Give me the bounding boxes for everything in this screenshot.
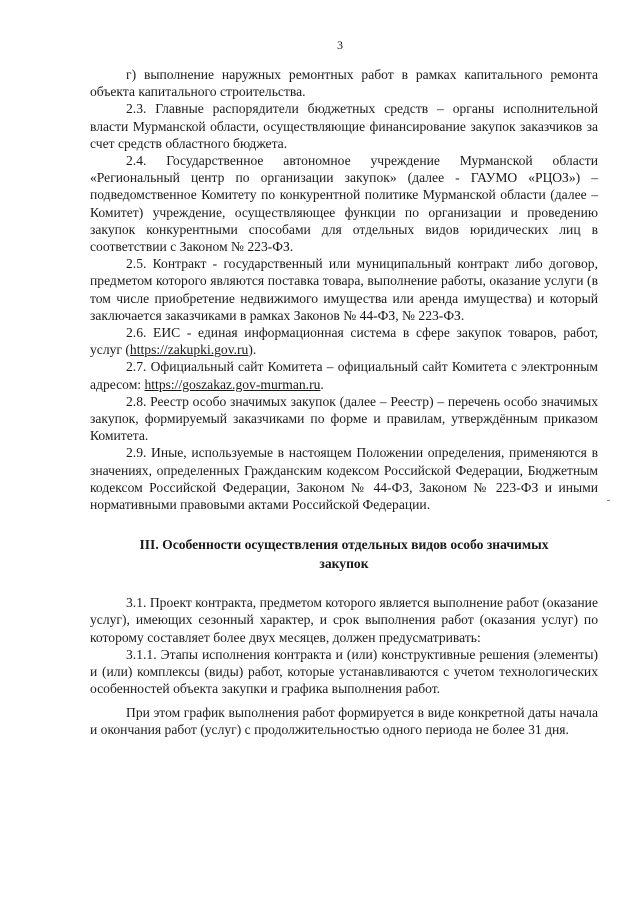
paragraph-2-9: 2.9. Иные, используемые в настоящем Положении определения, применяются в значениях, определенных Гражданским кодексом Российской Федерации, Бюджетным кодексом Российской Федерации, Законом № 44-ФЗ, Законом № 223-ФЗ и иными нормативными правовыми актами Российской Федерации. [90, 445, 598, 513]
paragraph-2-3: 2.3. Главные распорядители бюджетных средств – органы исполнительной власти Мурманской области, осуществляющие финансирование закупок заказчиков за счет средств областного бюджета. [90, 101, 598, 151]
paragraph-2-4: 2.4. Государственное автономное учреждение Мурманской области «Региональный центр по организации закупок» (далее - ГАУМО «РЦОЗ») – подведомственное Комитету по конкурентной политике Мурманской области (далее – Комитет) учреждение, осуществляющее функции по организации и проведению закупок конкурентными способами для отдельных видов юридических лиц в соответствии с Законом № 223-ФЗ. [90, 153, 598, 255]
paragraph-3-1: 3.1. Проект контракта, предметом которого является выполнение работ (оказание услуг), имеющих сезонный характер, и срок выполнения работ (оказания услуг) по которому составляет более двух месяцев, должен предусматривать: [90, 595, 598, 645]
paragraph-item-g: г) выполнение наружных ремонтных работ в рамках капитального ремонта объекта капитального строительства. [90, 67, 598, 100]
page-number: 3 [337, 38, 343, 52]
paragraph-2-7-end: . [320, 376, 324, 392]
section-3-heading [90, 535, 598, 573]
section-3-heading-line2: закупок [319, 556, 369, 572]
document-body [90, 66, 598, 738]
paragraph-3-1-1: 3.1.1. Этапы исполнения контракта и (или) конструктивные решения (элементы) и (или) комплексы (виды) работ, которые устанавливаются с учетом технологических особенностей объекта закупки и графика выполнения работ. [90, 646, 598, 697]
paragraph-2-6-text: 2.6. ЕИС - единая информационная система в сфере закупок товаров, работ, услуг ( [90, 325, 598, 358]
zakupki-link[interactable]: https://zakupki.gov.ru [129, 342, 249, 358]
paragraph-2-7-text: 2.7. Официальный сайт Комитета – официальный сайт Комитета с электронным адресом: [90, 359, 598, 392]
section-3-heading-line1: III. Особенности осуществления отдельных видов особо значимых [139, 537, 549, 553]
scan-speck [607, 500, 610, 501]
paragraph-schedule: При этом график выполнения работ формируется в виде конкретной даты начала и окончания работ (услуг) с продолжительностью одного периода не более 31 дня. [90, 704, 598, 737]
paragraph-2-8: 2.8. Реестр особо значимых закупок (далее – Реестр) – перечень особо значимых закупок, формируемый заказчиками по форме и правилам, утверждённым приказом Комитета. [90, 393, 598, 444]
paragraph-2-6-end: ). [248, 342, 257, 358]
paragraph-2-6 [90, 324, 598, 358]
paragraph-2-7 [90, 358, 598, 392]
paragraph-2-5: 2.5. Контракт - государственный или муниципальный контракт либо договор, предметом которого являются поставка товара, выполнение работы, оказание услуги (в том числе приобретение недвижимого имущества или аренда имущества) и который заключается заказчиками в рамках Законов № 44-ФЗ, № 223-ФЗ. [90, 256, 598, 323]
goszakaz-link[interactable]: https://goszakaz.gov-murman.ru [144, 376, 321, 392]
